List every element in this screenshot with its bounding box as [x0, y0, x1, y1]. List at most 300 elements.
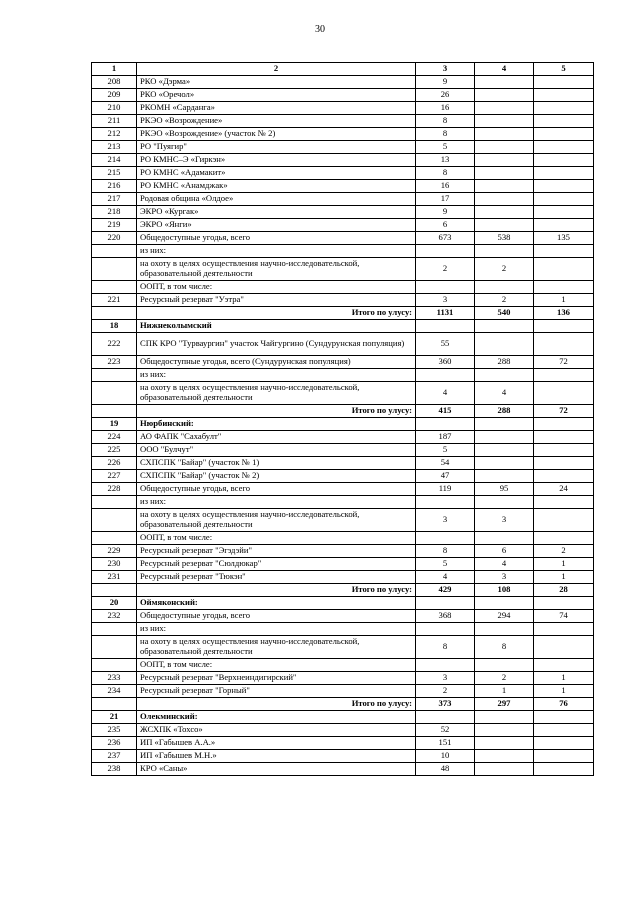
total-quota-cell — [416, 245, 475, 258]
table-row — [92, 258, 594, 281]
quota-col-5-cell: 1 — [534, 558, 594, 571]
quota-col-4-cell — [475, 180, 534, 193]
row-name-cell: Нюрбинский: — [137, 418, 416, 431]
row-name-cell: РКО «Дэрма» — [137, 76, 416, 89]
total-quota-cell: 6 — [416, 219, 475, 232]
quota-col-5-cell — [534, 193, 594, 206]
quota-col-4-cell — [475, 102, 534, 115]
quota-col-5-cell — [534, 737, 594, 750]
row-name-cell: РО "Пуягир" — [137, 141, 416, 154]
quota-col-4-cell: 288 — [475, 356, 534, 369]
quota-col-5-cell — [534, 320, 594, 333]
district-heading-row — [92, 418, 594, 431]
row-number-cell — [92, 584, 137, 597]
table-row — [92, 558, 594, 571]
table-row — [92, 382, 594, 405]
quota-col-5-cell — [534, 219, 594, 232]
row-name-cell: КРО «Саны» — [137, 763, 416, 776]
row-number-cell: 233 — [92, 672, 137, 685]
header-col-3: 3 — [416, 63, 475, 76]
quota-col-4-cell — [475, 724, 534, 737]
row-name-cell: Итого по улусу: — [137, 405, 416, 418]
quota-col-4-cell — [475, 281, 534, 294]
table-row — [92, 141, 594, 154]
total-quota-cell: 17 — [416, 193, 475, 206]
row-name-cell: ООПТ, в том числе: — [137, 659, 416, 672]
quota-col-4-cell — [475, 333, 534, 356]
table-row — [92, 750, 594, 763]
header-col-2: 2 — [137, 63, 416, 76]
total-quota-cell: 5 — [416, 444, 475, 457]
table-row — [92, 369, 594, 382]
row-number-cell: 218 — [92, 206, 137, 219]
quota-col-4-cell: 297 — [475, 698, 534, 711]
quota-col-4-cell — [475, 750, 534, 763]
row-number-cell — [92, 369, 137, 382]
row-number-cell: 211 — [92, 115, 137, 128]
total-quota-cell: 54 — [416, 457, 475, 470]
row-number-cell: 223 — [92, 356, 137, 369]
quota-col-5-cell — [534, 431, 594, 444]
table-row — [92, 737, 594, 750]
table-row — [92, 457, 594, 470]
quota-col-4-cell — [475, 167, 534, 180]
quota-col-5-cell — [534, 444, 594, 457]
row-name-cell: Ресурсный резерват "Верхнеиндигирский" — [137, 672, 416, 685]
quota-col-5-cell — [534, 180, 594, 193]
total-quota-cell: 16 — [416, 180, 475, 193]
quota-col-5-cell: 1 — [534, 571, 594, 584]
row-name-cell: РКЭО «Возрождение» (участок № 2) — [137, 128, 416, 141]
table-row — [92, 294, 594, 307]
quota-col-4-cell: 1 — [475, 685, 534, 698]
quota-col-4-cell — [475, 206, 534, 219]
quota-col-5-cell — [534, 154, 594, 167]
total-quota-cell: 360 — [416, 356, 475, 369]
row-number-cell: 225 — [92, 444, 137, 457]
row-number-cell: 236 — [92, 737, 137, 750]
total-quota-cell: 52 — [416, 724, 475, 737]
quota-col-5-cell: 76 — [534, 698, 594, 711]
quota-col-4-cell — [475, 444, 534, 457]
total-quota-cell: 9 — [416, 76, 475, 89]
row-number-cell: 227 — [92, 470, 137, 483]
total-quota-cell: 8 — [416, 115, 475, 128]
quota-col-5-cell: 1 — [534, 672, 594, 685]
quota-col-5-cell — [534, 597, 594, 610]
total-quota-cell: 429 — [416, 584, 475, 597]
row-name-cell: Итого по улусу: — [137, 584, 416, 597]
total-quota-cell: 5 — [416, 558, 475, 571]
quota-col-4-cell — [475, 532, 534, 545]
row-number-cell — [92, 307, 137, 320]
quota-col-5-cell — [534, 76, 594, 89]
quota-col-5-cell: 28 — [534, 584, 594, 597]
row-name-cell: СХПСПК "Байар" (участок № 1) — [137, 457, 416, 470]
row-number-cell — [92, 623, 137, 636]
row-number-cell: 222 — [92, 333, 137, 356]
table-row — [92, 89, 594, 102]
total-quota-cell — [416, 496, 475, 509]
quota-col-4-cell: 4 — [475, 382, 534, 405]
quota-col-5-cell — [534, 636, 594, 659]
table-row — [92, 167, 594, 180]
row-number-cell: 19 — [92, 418, 137, 431]
row-name-cell: Родовая община «Олдое» — [137, 193, 416, 206]
row-number-cell: 219 — [92, 219, 137, 232]
row-number-cell: 231 — [92, 571, 137, 584]
quota-col-5-cell: 74 — [534, 610, 594, 623]
quota-col-5-cell — [534, 141, 594, 154]
quota-col-4-cell: 6 — [475, 545, 534, 558]
row-name-cell: ИП «Габышев М.Н.» — [137, 750, 416, 763]
quota-col-4-cell: 3 — [475, 571, 534, 584]
quota-col-5-cell: 24 — [534, 483, 594, 496]
total-quota-cell: 55 — [416, 333, 475, 356]
row-name-cell: Итого по улусу: — [137, 698, 416, 711]
quota-col-4-cell — [475, 369, 534, 382]
row-number-cell: 221 — [92, 294, 137, 307]
quota-col-4-cell: 2 — [475, 672, 534, 685]
total-quota-cell — [416, 597, 475, 610]
table-row — [92, 333, 594, 356]
table-row — [92, 483, 594, 496]
total-quota-cell: 368 — [416, 610, 475, 623]
row-name-cell: Оймяконский: — [137, 597, 416, 610]
table-row — [92, 636, 594, 659]
row-number-cell — [92, 509, 137, 532]
table-row — [92, 219, 594, 232]
total-quota-cell — [416, 532, 475, 545]
quota-col-5-cell — [534, 532, 594, 545]
row-name-cell: РО КМНС–Э «Гиркэн» — [137, 154, 416, 167]
total-quota-cell — [416, 623, 475, 636]
quota-col-5-cell — [534, 623, 594, 636]
row-name-cell: Ресурсный резерват "Горный" — [137, 685, 416, 698]
quota-col-4-cell — [475, 76, 534, 89]
row-name-cell: СПК КРО "Турваургин" участок Чайгургино (Сундурунская популяция) — [137, 333, 416, 356]
table-row — [92, 76, 594, 89]
row-name-cell: РКОМН «Сарданга» — [137, 102, 416, 115]
row-name-cell: на охоту в целях осуществления научно-исследовательской, образовательной деятельности — [137, 382, 416, 405]
quota-col-4-cell — [475, 659, 534, 672]
quota-col-4-cell — [475, 128, 534, 141]
row-name-cell: Нижнеколымский — [137, 320, 416, 333]
total-quota-cell — [416, 711, 475, 724]
row-number-cell: 228 — [92, 483, 137, 496]
row-number-cell: 230 — [92, 558, 137, 571]
quota-col-4-cell — [475, 219, 534, 232]
quota-col-4-cell: 3 — [475, 509, 534, 532]
table-row — [92, 659, 594, 672]
district-total-row — [92, 584, 594, 597]
quota-col-5-cell — [534, 470, 594, 483]
row-number-cell — [92, 382, 137, 405]
quota-col-5-cell — [534, 763, 594, 776]
quota-col-5-cell — [534, 206, 594, 219]
quota-col-4-cell — [475, 496, 534, 509]
quota-col-4-cell — [475, 763, 534, 776]
table-row — [92, 532, 594, 545]
total-quota-cell: 2 — [416, 258, 475, 281]
total-quota-cell: 4 — [416, 571, 475, 584]
total-quota-cell: 8 — [416, 636, 475, 659]
total-quota-cell: 151 — [416, 737, 475, 750]
table-header-row — [92, 63, 594, 76]
table-row — [92, 154, 594, 167]
quota-col-4-cell: 8 — [475, 636, 534, 659]
district-total-row — [92, 405, 594, 418]
quota-col-4-cell: 108 — [475, 584, 534, 597]
quota-col-4-cell — [475, 711, 534, 724]
header-col-1: 1 — [92, 63, 137, 76]
row-number-cell — [92, 258, 137, 281]
page-number: 30 — [315, 24, 325, 35]
table-row — [92, 281, 594, 294]
table-row — [92, 431, 594, 444]
quota-col-5-cell: 135 — [534, 232, 594, 245]
total-quota-cell: 3 — [416, 294, 475, 307]
quota-col-4-cell — [475, 115, 534, 128]
row-number-cell — [92, 405, 137, 418]
row-number-cell: 216 — [92, 180, 137, 193]
total-quota-cell: 187 — [416, 431, 475, 444]
row-number-cell — [92, 281, 137, 294]
quota-col-4-cell — [475, 431, 534, 444]
row-number-cell: 212 — [92, 128, 137, 141]
quota-col-4-cell — [475, 623, 534, 636]
row-number-cell: 217 — [92, 193, 137, 206]
row-name-cell: ИП «Габышев А.А.» — [137, 737, 416, 750]
row-name-cell: Ресурсный резерват "Тюкэн" — [137, 571, 416, 584]
table-body — [92, 63, 594, 776]
header-col-4: 4 — [475, 63, 534, 76]
quota-col-5-cell — [534, 115, 594, 128]
total-quota-cell: 10 — [416, 750, 475, 763]
row-name-cell: РО КМНС «Анамджак» — [137, 180, 416, 193]
quota-col-5-cell — [534, 281, 594, 294]
row-number-cell: 208 — [92, 76, 137, 89]
row-name-cell: на охоту в целях осуществления научно-исследовательской, образовательной деятельности — [137, 636, 416, 659]
table-row — [92, 685, 594, 698]
table-row — [92, 763, 594, 776]
quota-col-5-cell — [534, 711, 594, 724]
table-row — [92, 128, 594, 141]
table-row — [92, 444, 594, 457]
total-quota-cell: 373 — [416, 698, 475, 711]
table-row — [92, 470, 594, 483]
row-number-cell: 209 — [92, 89, 137, 102]
quota-col-4-cell — [475, 457, 534, 470]
quota-col-5-cell — [534, 258, 594, 281]
quota-col-4-cell — [475, 193, 534, 206]
total-quota-cell — [416, 320, 475, 333]
total-quota-cell: 48 — [416, 763, 475, 776]
quota-col-4-cell — [475, 418, 534, 431]
quota-col-5-cell: 136 — [534, 307, 594, 320]
quota-col-5-cell — [534, 750, 594, 763]
total-quota-cell: 26 — [416, 89, 475, 102]
quota-col-5-cell — [534, 333, 594, 356]
row-number-cell: 238 — [92, 763, 137, 776]
quota-col-4-cell: 288 — [475, 405, 534, 418]
quota-col-4-cell — [475, 597, 534, 610]
hunting-quota-table — [91, 62, 594, 776]
quota-col-4-cell — [475, 245, 534, 258]
total-quota-cell: 415 — [416, 405, 475, 418]
row-name-cell: РКЭО «Возрождение» — [137, 115, 416, 128]
district-heading-row — [92, 320, 594, 333]
quota-col-5-cell — [534, 102, 594, 115]
row-number-cell: 235 — [92, 724, 137, 737]
row-number-cell: 234 — [92, 685, 137, 698]
total-quota-cell: 13 — [416, 154, 475, 167]
quota-col-5-cell — [534, 509, 594, 532]
row-name-cell: из них: — [137, 623, 416, 636]
quota-col-5-cell: 72 — [534, 356, 594, 369]
quota-col-5-cell — [534, 724, 594, 737]
table-row — [92, 571, 594, 584]
quota-col-5-cell — [534, 167, 594, 180]
total-quota-cell — [416, 369, 475, 382]
total-quota-cell: 8 — [416, 545, 475, 558]
row-number-cell: 224 — [92, 431, 137, 444]
row-name-cell: Общедоступные угодья, всего — [137, 610, 416, 623]
row-number-cell: 229 — [92, 545, 137, 558]
total-quota-cell — [416, 659, 475, 672]
quota-col-4-cell — [475, 737, 534, 750]
table-row — [92, 193, 594, 206]
row-name-cell: ООПТ, в том числе: — [137, 532, 416, 545]
district-total-row — [92, 698, 594, 711]
district-total-row — [92, 307, 594, 320]
quota-col-5-cell: 1 — [534, 685, 594, 698]
total-quota-cell: 119 — [416, 483, 475, 496]
quota-col-5-cell — [534, 245, 594, 258]
table-row — [92, 623, 594, 636]
quota-col-5-cell — [534, 89, 594, 102]
row-name-cell: АО ФАПК "Сахабулт" — [137, 431, 416, 444]
row-number-cell: 220 — [92, 232, 137, 245]
table-row — [92, 115, 594, 128]
row-number-cell: 18 — [92, 320, 137, 333]
total-quota-cell: 47 — [416, 470, 475, 483]
total-quota-cell — [416, 281, 475, 294]
row-number-cell: 215 — [92, 167, 137, 180]
quota-col-5-cell: 1 — [534, 294, 594, 307]
row-name-cell: ООПТ, в том числе: — [137, 281, 416, 294]
row-name-cell: Ресурсный резерват "Сюлдюкар" — [137, 558, 416, 571]
row-name-cell: Олекминский: — [137, 711, 416, 724]
total-quota-cell: 673 — [416, 232, 475, 245]
row-number-cell: 210 — [92, 102, 137, 115]
table-row — [92, 102, 594, 115]
row-number-cell — [92, 698, 137, 711]
quota-col-4-cell — [475, 470, 534, 483]
table-row — [92, 610, 594, 623]
row-name-cell: Общедоступные угодья, всего — [137, 483, 416, 496]
quota-col-4-cell: 294 — [475, 610, 534, 623]
total-quota-cell — [416, 418, 475, 431]
row-number-cell: 226 — [92, 457, 137, 470]
row-number-cell: 214 — [92, 154, 137, 167]
quota-col-4-cell: 4 — [475, 558, 534, 571]
table-row — [92, 724, 594, 737]
row-name-cell: Ресурсный резерват "Уэтра" — [137, 294, 416, 307]
table-row — [92, 496, 594, 509]
quota-col-5-cell: 2 — [534, 545, 594, 558]
total-quota-cell: 2 — [416, 685, 475, 698]
total-quota-cell: 9 — [416, 206, 475, 219]
table-row — [92, 672, 594, 685]
row-name-cell: РКО «Оречол» — [137, 89, 416, 102]
row-name-cell: Ресурсный резерват "Эгэдэйи" — [137, 545, 416, 558]
row-number-cell — [92, 496, 137, 509]
row-number-cell: 213 — [92, 141, 137, 154]
total-quota-cell: 4 — [416, 382, 475, 405]
district-heading-row — [92, 711, 594, 724]
quota-col-4-cell — [475, 141, 534, 154]
row-name-cell: из них: — [137, 369, 416, 382]
row-name-cell: СХПСПК "Байар" (участок № 2) — [137, 470, 416, 483]
table-row — [92, 180, 594, 193]
table-row — [92, 206, 594, 219]
table-row — [92, 545, 594, 558]
total-quota-cell: 1131 — [416, 307, 475, 320]
row-name-cell: на охоту в целях осуществления научно-исследовательской, образовательной деятельности — [137, 509, 416, 532]
district-heading-row — [92, 597, 594, 610]
quota-col-4-cell: 540 — [475, 307, 534, 320]
quota-col-5-cell — [534, 369, 594, 382]
row-name-cell: ЭКРО «Кургак» — [137, 206, 416, 219]
row-name-cell: Итого по улусу: — [137, 307, 416, 320]
quota-col-4-cell: 538 — [475, 232, 534, 245]
total-quota-cell: 8 — [416, 128, 475, 141]
total-quota-cell: 8 — [416, 167, 475, 180]
quota-col-5-cell — [534, 128, 594, 141]
row-name-cell: Общедоступные угодья, всего — [137, 232, 416, 245]
total-quota-cell: 5 — [416, 141, 475, 154]
quota-col-4-cell: 2 — [475, 294, 534, 307]
quota-col-4-cell — [475, 154, 534, 167]
quota-col-4-cell — [475, 320, 534, 333]
table-row — [92, 356, 594, 369]
row-number-cell: 232 — [92, 610, 137, 623]
table-row — [92, 245, 594, 258]
row-name-cell: на охоту в целях осуществления научно-исследовательской, образовательной деятельности — [137, 258, 416, 281]
header-col-5: 5 — [534, 63, 594, 76]
total-quota-cell: 16 — [416, 102, 475, 115]
quota-col-4-cell: 2 — [475, 258, 534, 281]
row-number-cell: 237 — [92, 750, 137, 763]
row-number-cell: 21 — [92, 711, 137, 724]
row-number-cell — [92, 636, 137, 659]
total-quota-cell: 3 — [416, 509, 475, 532]
quota-col-5-cell — [534, 457, 594, 470]
row-name-cell: из них: — [137, 496, 416, 509]
quota-col-5-cell — [534, 382, 594, 405]
row-name-cell: РО КМНС «Адамакит» — [137, 167, 416, 180]
total-quota-cell: 3 — [416, 672, 475, 685]
row-number-cell — [92, 532, 137, 545]
quota-col-5-cell — [534, 418, 594, 431]
row-name-cell: Общедоступные угодья, всего (Сундурунская популяция) — [137, 356, 416, 369]
row-name-cell: из них: — [137, 245, 416, 258]
quota-col-5-cell: 72 — [534, 405, 594, 418]
row-name-cell: ЖСХПК «Тохсо» — [137, 724, 416, 737]
table-row — [92, 232, 594, 245]
row-number-cell — [92, 659, 137, 672]
